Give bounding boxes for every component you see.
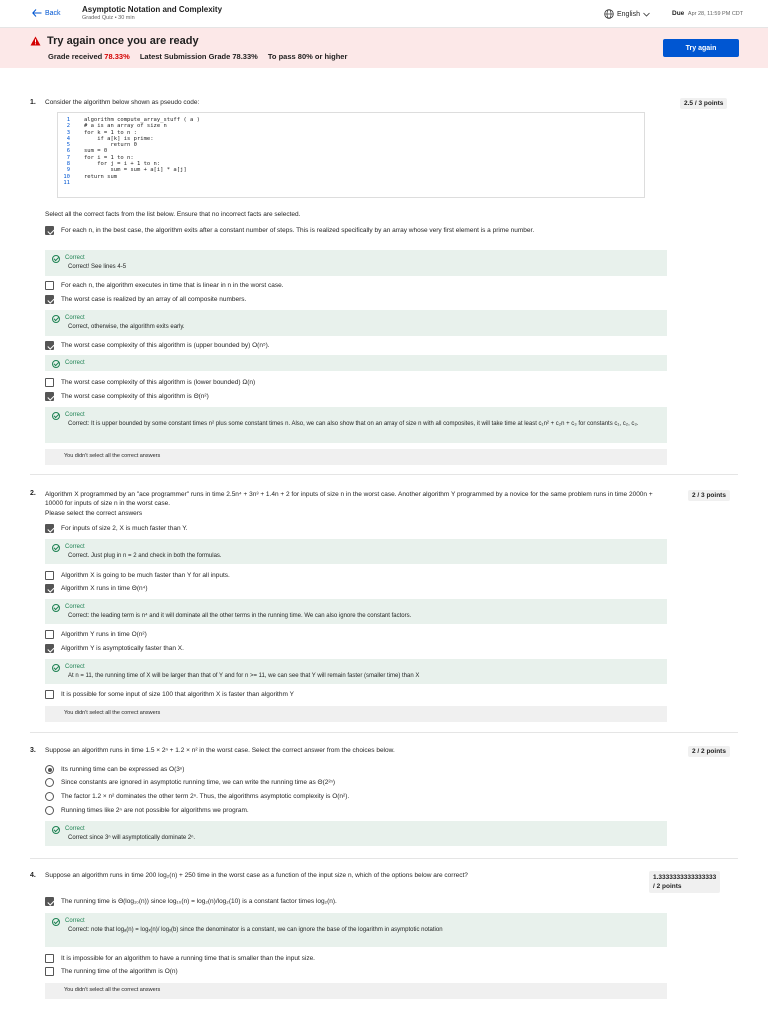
checkbox-checked[interactable] [45,341,54,350]
divider [30,474,738,475]
q1-feedback-4 [45,355,667,371]
feedback-title: Correct [65,360,85,366]
option-text: Algorithm X is going to be much faster than Y for all inputs. [61,572,230,579]
option-text: It is impossible for an algorithm to have a running time that is smaller than the input size. [61,955,315,962]
q2-feedback-5 [45,659,667,684]
q2-missed-note: You didn't select all the correct answers [45,706,667,722]
code-line: sum = sum + a[i] * a[j] [84,167,187,174]
q4-missed-note: You didn't select all the correct answers [45,983,667,999]
check-circle-icon [52,918,60,926]
radio-unselected[interactable] [45,778,54,787]
check-circle-icon [52,664,60,672]
q2-option-5[interactable] [45,644,665,653]
code-line: algorithm compute_array_stuff ( a ) [84,117,200,123]
code-line-number: 9 [66,167,70,174]
grade-summary [48,52,347,61]
checkbox-unchecked[interactable] [45,690,54,699]
pass-threshold: To pass 80% or higher [267,52,348,61]
warning-icon [30,36,41,46]
code-line: # a is an array of size n [84,123,167,130]
code-line-number: 10 [63,173,70,180]
due-value: Apr 28, 11:59 PM CDT [687,11,744,17]
q1-feedback-6 [45,407,667,443]
check-circle-icon [52,360,60,368]
option-text: Its running time can be expressed as O(3ⁿ) [61,766,185,773]
try-again-button[interactable]: Try again [663,39,739,57]
q3-option-2[interactable] [45,778,665,787]
option-text: It is possible for some input of size 100 that algorithm X is faster than algorithm Y [61,691,294,698]
q3-number: 3. [30,747,36,754]
q1-option-5[interactable] [45,378,665,387]
q2-option-3[interactable] [45,584,665,593]
q2-feedback-3 [45,599,667,624]
option-text: The running time is Θ(log₁₀(n)) since log₁₀(n) = log₂(n)/log₂(10) is a constant factor times log₂(n). [61,898,337,905]
checkbox-unchecked[interactable] [45,378,54,387]
q2-option-4[interactable] [45,630,665,639]
checkbox-checked[interactable] [45,897,54,906]
code-line: return 0 [84,142,137,149]
q3-option-4[interactable] [45,806,665,815]
latest-grade-value: 78.33% [232,52,258,61]
divider [30,858,738,859]
option-text: The worst case is realized by an array of all composite numbers. [61,296,247,303]
feedback-title: Correct [65,255,85,261]
option-text: For each n, in the best case, the algorithm exits after a constant number of steps. This is realized specifically by an array whose very first element is a prime number. [61,227,535,234]
q1-option-3[interactable] [45,295,665,304]
check-circle-icon [52,604,60,612]
checkbox-unchecked[interactable] [45,630,54,639]
q1-feedback-3 [45,310,667,336]
option-text: The worst case complexity of this algorithm is (lower bounded) Ω(n) [61,379,256,386]
language-selector[interactable] [604,9,650,19]
option-text: Algorithm Y runs in time O(n²) [61,631,147,638]
q2-option-2[interactable] [45,571,665,580]
q4-text: Suppose an algorithm runs in time 200 log₂(n) + 250 time in the worst case as a function of the input size n, which of the options below are correct? [45,872,468,879]
q4-option-2[interactable] [45,954,665,963]
code-line: return sum [84,173,118,180]
code-line-number: 11 [63,179,70,186]
q3-feedback [45,821,667,846]
checkbox-checked[interactable] [45,295,54,304]
q1-option-1[interactable] [45,226,665,235]
q4-points [649,871,720,893]
feedback-message: Correct, otherwise, the algorithm exits early. [68,324,185,330]
q1-text: Consider the algorithm below shown as pseudo code: [45,99,200,106]
q4-number: 4. [30,872,36,879]
q2-option-1[interactable] [45,524,665,533]
q3-option-3[interactable] [45,792,665,801]
code-line-number: 4 [66,135,70,142]
back-link[interactable] [32,9,61,17]
q2-points: 2 / 3 points [688,490,730,501]
code-line: for k = 1 to n : [84,129,137,136]
due-date [672,10,743,17]
feedback-message: Correct: It is upper bounded by some constant times n² plus some constant times n. Also, we can also show that on an array of size n with all composites, it will take time at least c₁n² + c₂n + c₃ for constants c₁, c₂, c₃. [68,421,639,427]
globe-icon [604,9,614,19]
feedback-message: Correct. Just plug in n = 2 and check in both the formulas. [68,553,222,559]
back-label: Back [45,9,61,17]
code-line [84,180,200,186]
code-line: for j = i + 1 to n: [84,161,161,168]
checkbox-unchecked[interactable] [45,967,54,976]
q3-text: Suppose an algorithm runs in time 1.5 × 2ⁿ + 1.2 × n² in the worst case. Select the correct answer from the choices below. [45,747,395,754]
feedback-title: Correct [65,412,85,418]
option-text: The running time of the algorithm is O(n) [61,968,178,975]
feedback-message: Correct since 3ⁿ will asymptotically dominate 2ⁿ. [68,835,196,841]
option-text: The worst case complexity of this algorithm is (upper bounded by) O(n⁵). [61,342,270,349]
q1-option-2[interactable] [45,281,665,290]
feedback-title: Correct [65,826,85,832]
q2-subtext: Please select the correct answers [45,510,143,517]
q1-feedback-1 [45,250,667,276]
q1-code-block [57,112,645,198]
banner-title [30,35,199,47]
code-line-number: 1 [66,117,70,123]
option-text: Algorithm X runs in time Θ(n⁴) [61,585,148,592]
feedback-title: Correct [65,664,85,670]
check-circle-icon [52,315,60,323]
code-line-numbers [62,117,84,193]
code-line-number: 8 [66,161,70,168]
code-line-number: 6 [66,148,70,155]
quiz-title: Asymptotic Notation and Complexity [82,5,223,14]
q2-option-6[interactable] [45,690,665,699]
checkbox-checked[interactable] [45,524,54,533]
banner-title-text: Try again once you are ready [47,35,199,47]
option-text: Algorithm Y is asymptotically faster than X. [61,645,184,652]
feedback-message: At n = 11, the running time of X will be larger than that of Y and for n >= 11, we can see that Y will remain faster (smaller time) than X [68,673,420,679]
check-circle-icon [52,412,60,420]
checkbox-unchecked[interactable] [45,954,54,963]
option-text: Since constants are ignored in asymptotic running time, we can write the running time as Θ(2²ⁿ) [61,779,336,786]
feedback-message: Correct! See lines 4-5 [68,264,127,270]
code-line-number: 3 [66,129,70,136]
quiz-subtitle: Graded Quiz • 30 min [82,15,135,21]
code-line: if a[k] is prime: [84,135,154,142]
latest-grade-label: Latest Submission Grade [139,52,231,61]
due-label: Due [672,10,685,17]
q1-option-6[interactable] [45,392,665,401]
radio-unselected[interactable] [45,792,54,801]
q2-text: Algorithm X programmed by an "ace programmer" runs in time 2.5n⁴ + 3n³ + 1.4n + 2 for inputs of size n in the worst case. Another algorithm Y programmed by a novice for the same problem runs in time 2000n + 10000 for inputs of size n in the worst case. [45,491,653,507]
option-text: The worst case complexity of this algorithm is Θ(n²) [61,393,209,400]
chevron-down-icon [643,12,650,17]
q2-number: 2. [30,490,36,497]
q4-feedback-1 [45,913,667,947]
grade-received-value: 78.33% [104,52,130,61]
checkbox-checked[interactable] [45,644,54,653]
language-label: English [617,10,640,18]
grade-received-label: Grade received [48,52,103,61]
q3-points: 2 / 2 points [688,746,730,757]
code-line: sum = 0 [84,148,108,155]
q1-missed-note: You didn't select all the correct answers [45,449,667,465]
code-line-number: 2 [66,123,70,130]
top-header [0,0,768,28]
q1-points: 2.5 / 3 points [680,98,727,109]
option-text: For inputs of size 2, X is much faster than Y. [61,525,188,532]
option-text: For each n, the algorithm executes in time that is linear in n in the worst case. [61,282,284,289]
radio-selected[interactable] [45,765,54,774]
checkbox-checked[interactable] [45,226,54,235]
feedback-title: Correct [65,604,85,610]
radio-unselected[interactable] [45,806,54,815]
option-text: The factor 1.2 × n² dominates the other term 2ⁿ. Thus, the algorithms asymptotic complexity is O(n²). [61,793,350,800]
code-line-number: 5 [66,142,70,149]
feedback-message: Correct: the leading term is n⁴ and it will dominate all the other terms in the running time. We can also ignore the constant factors. [68,613,412,619]
feedback-message: Correct: note that logₐ(n) = logₓ(n)/ logₓ(b) since the denominator is a constant, we can ignore the base of the logarithm in asymptotic notation [68,927,443,933]
result-banner [0,28,768,68]
q1-number: 1. [30,99,36,106]
code-source [84,117,200,193]
q4-points-score: 1.3333333333333333 [653,874,717,881]
q2-feedback-1 [45,539,667,564]
code-line: for i = 1 to n: [84,154,134,161]
q3-option-1[interactable] [45,765,665,774]
checkbox-unchecked[interactable] [45,281,54,290]
feedback-title: Correct [65,544,85,550]
check-circle-icon [52,544,60,552]
divider [30,732,738,733]
checkbox-unchecked[interactable] [45,571,54,580]
q1-option-4[interactable] [45,341,665,350]
q4-points-total: / 2 points [653,883,682,890]
check-circle-icon [52,255,60,263]
q4-option-1[interactable] [45,897,665,906]
feedback-title: Correct [65,315,85,321]
checkbox-checked[interactable] [45,392,54,401]
q4-option-3[interactable] [45,967,665,976]
code-line-number: 7 [66,154,70,161]
option-text: Running times like 2ⁿ are not possible for algorithms we program. [61,807,249,814]
arrow-left-icon [32,9,42,17]
checkbox-checked[interactable] [45,584,54,593]
feedback-title: Correct [65,918,85,924]
q1-instruction: Select all the correct facts from the list below. Ensure that no incorrect facts are selected. [45,211,301,218]
check-circle-icon [52,826,60,834]
